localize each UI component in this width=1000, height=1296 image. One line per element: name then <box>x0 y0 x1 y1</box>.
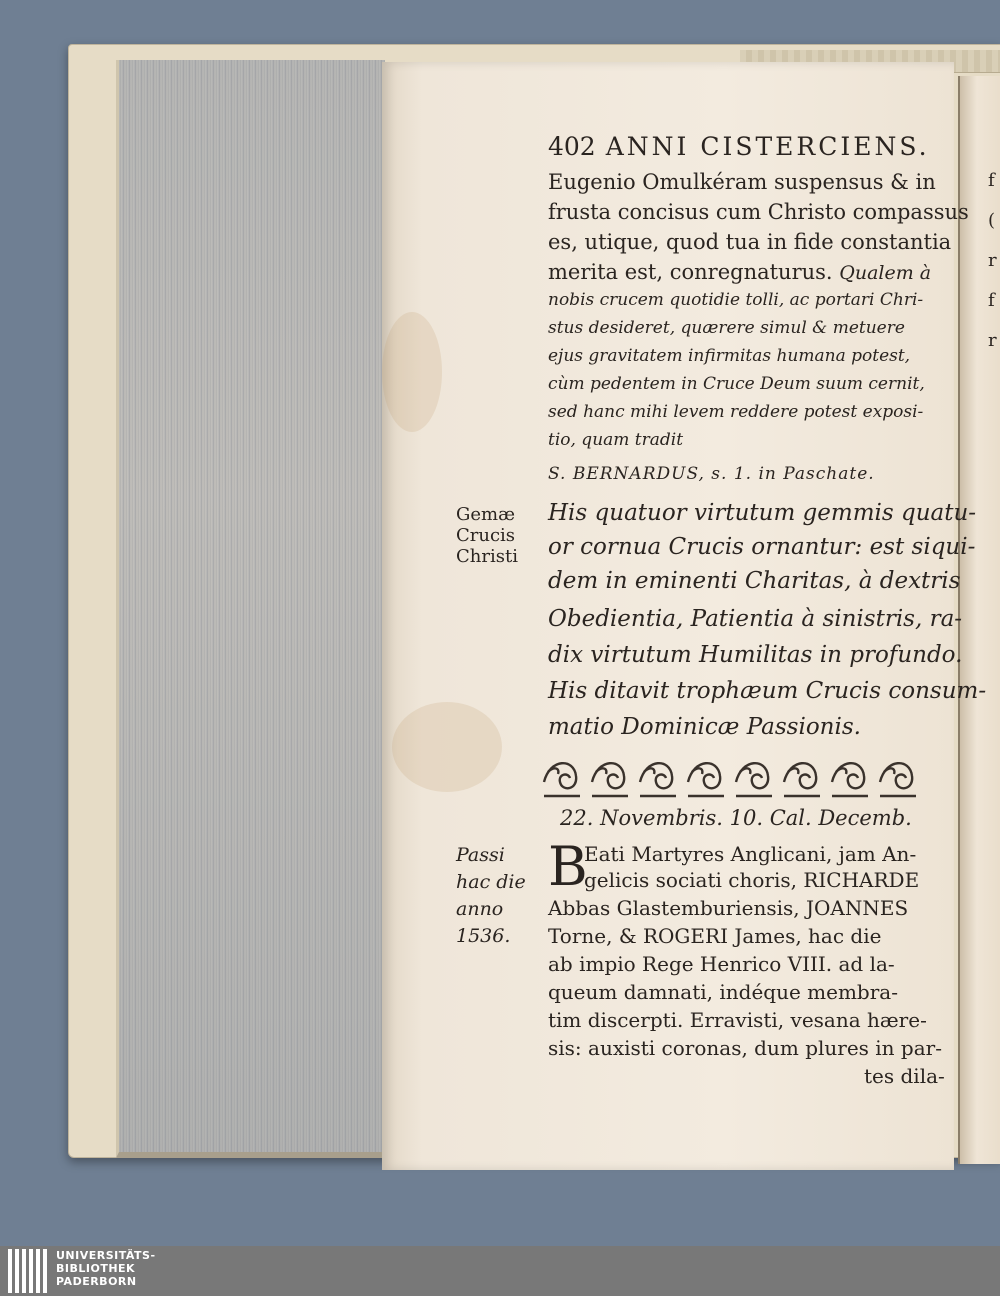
text-line: tim discerpti. Erravisti, vesana hære- <box>548 1008 927 1032</box>
running-title: ANNI CISTERCIENS. <box>605 132 930 161</box>
margin-note-gemmae: Gemæ Crucis Christi <box>456 504 518 567</box>
page-edges <box>116 60 385 1158</box>
catchword: tes dila- <box>864 1064 945 1088</box>
paper-stain <box>382 312 442 432</box>
library-name: UNIVERSITÄTS- BIBLIOTHEK PADERBORN <box>56 1249 156 1288</box>
page-number: 402 <box>548 132 596 161</box>
text-line: cùm pedentem in Cruce Deum suum cernit, <box>548 374 925 394</box>
text-line: frusta concisus cum Christo compassus <box>548 200 969 224</box>
page-header <box>548 132 930 161</box>
text-line: tio, quam tradit <box>548 430 684 450</box>
text-line: His quatuor virtutum gemmis quatu- <box>548 500 977 526</box>
text-line: Eati Martyres Anglicani, jam An- <box>584 842 917 866</box>
ornament-band <box>540 752 935 802</box>
text-line: Eugenio Omulkéram suspensus & in <box>548 170 936 194</box>
text-line: Obedientia, Patientia à sinistris, ra- <box>548 606 963 632</box>
text-line: His ditavit trophæum Crucis consum- <box>548 678 987 704</box>
text-line: ejus gravitatem infirmitas humana potest, <box>548 346 911 366</box>
text-line: sis: auxisti coronas, dum plures in par- <box>548 1036 942 1060</box>
right-page-letters: f ( r f r <box>988 170 997 351</box>
text-line: ab impio Rege Henrico VIII. ad la- <box>548 952 895 976</box>
paper-stain <box>392 702 502 792</box>
text-line: Abbas Glastemburiensis, JOANNES <box>548 896 909 920</box>
text-line: dix virtutum Humilitas in profundo. <box>548 642 963 668</box>
text-line: nobis crucem quotidie tolli, ac portari Chri- <box>548 290 924 310</box>
library-logo-icon <box>8 1249 50 1293</box>
text-line: sed hanc mihi levem reddere potest exposi- <box>548 402 924 422</box>
drop-cap: B <box>548 835 588 898</box>
text-line: merita est, conregnaturus. Qualem à <box>548 260 932 284</box>
text-line: dem in eminenti Charitas, à dextris <box>548 568 961 594</box>
text-line: or cornua Crucis ornantur: est siqui- <box>548 534 976 560</box>
margin-note-passi: Passi hac die anno 1536. <box>456 844 526 947</box>
text-line: stus desideret, quærere simul & metuere <box>548 318 905 338</box>
text-line: queum damnati, indéque membra- <box>548 980 898 1004</box>
text-line: matio Dominicæ Passionis. <box>548 714 861 740</box>
text-line: gelicis sociati choris, RICHARDE <box>584 868 920 892</box>
library-footer <box>0 1246 1000 1296</box>
text-line: Torne, & ROGERI James, hac die <box>548 924 882 948</box>
date-heading: 22. Novembris. 10. Cal. Decemb. <box>560 806 912 830</box>
citation-line: S. BERNARDUS, s. 1. in Paschate. <box>548 464 875 484</box>
text-line: es, utique, quod tua in fide constantia <box>548 230 952 254</box>
